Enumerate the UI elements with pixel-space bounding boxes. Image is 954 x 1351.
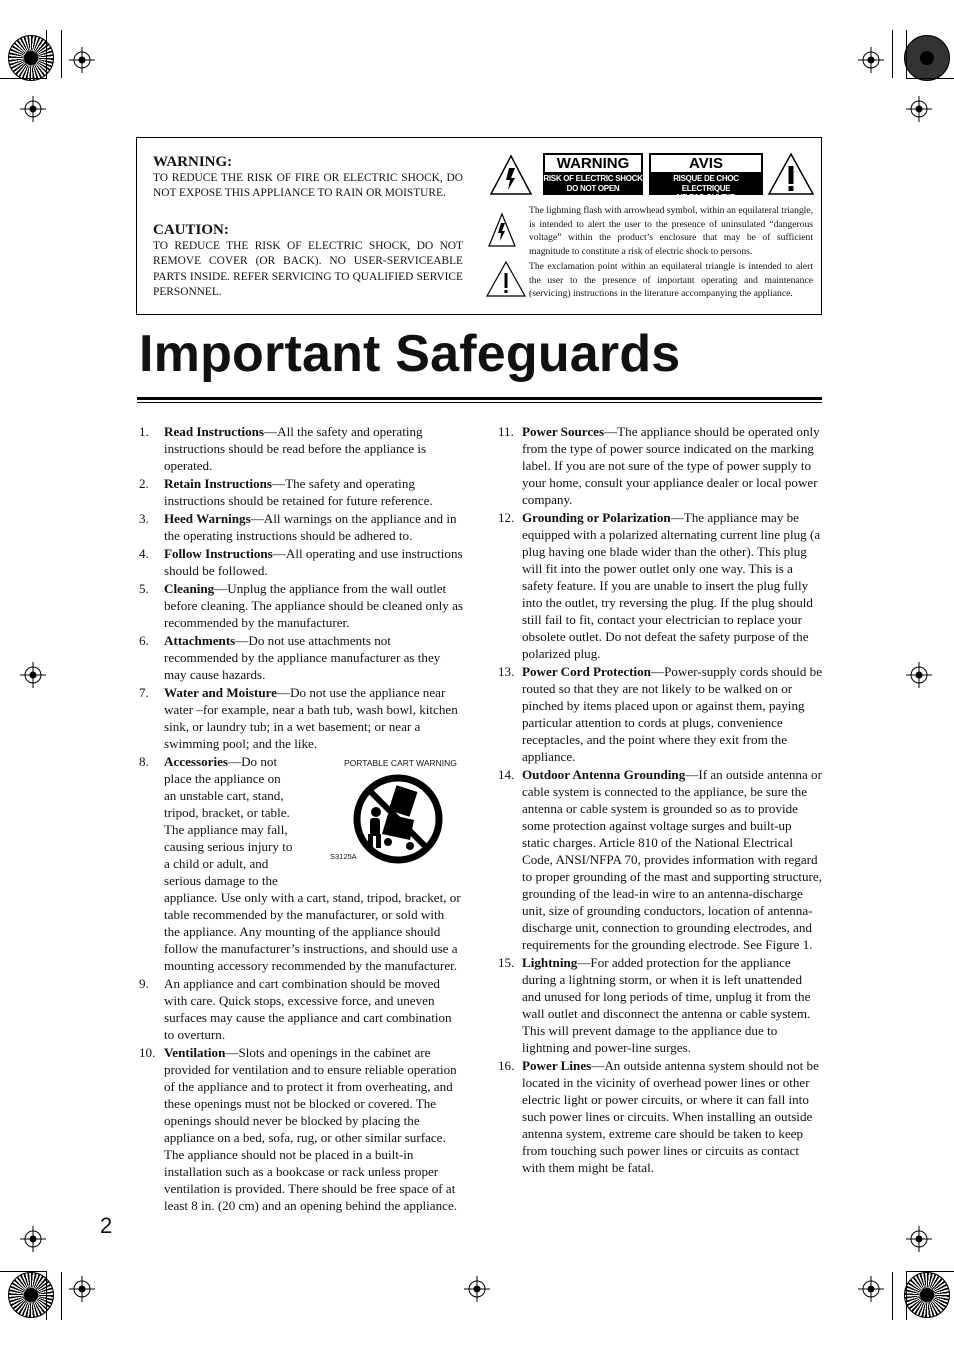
avis-label-title: AVIS bbox=[650, 154, 762, 173]
list-item: 7. Water and Moisture—Do not use the appliance near water –for example, near a bath tub, wash bowl, kitchen sink, or laundry tub; in a wet basement; or near a swimming pool; and the like. bbox=[139, 685, 458, 751]
cart-code: S3125A bbox=[330, 852, 357, 861]
registration-mark-icon bbox=[906, 96, 932, 122]
list-item: 9. An appliance and cart combination should be moved with care. Quick stops, excessive force, and uneven surfaces may cause the appliance and cart combination to overturn. bbox=[139, 976, 452, 1042]
cart-caption: PORTABLE CART WARNING bbox=[344, 758, 457, 768]
warning-label-title: WARNING bbox=[544, 154, 642, 173]
safeguards-right-column bbox=[498, 423, 822, 1177]
list-item: 13. Power Cord Protection—Power-supply cords should be routed so that they are not likely to be walked on or pinched by items placed upon or against them, paying particular attention to cords at plugs, convenience receptacles, and the point where they exit from the appliance. bbox=[498, 664, 822, 764]
list-item: 15. Lightning—For added protection for the appliance during a lightning storm, or when it is left unattended and unused for long periods of time, unplug it from the wall outlet and disconnect the antenna or cable system. This will prevent damage to the appliance due to lightning and power-line surges. bbox=[498, 955, 811, 1055]
portable-cart-warning bbox=[330, 756, 464, 868]
registration-mark-icon bbox=[858, 47, 884, 73]
list-item: 3. Heed Warnings—All warnings on the appliance and in the operating instructions should be adhered to. bbox=[139, 511, 457, 543]
registration-mark-icon bbox=[906, 662, 932, 688]
page-number: 2 bbox=[100, 1213, 113, 1238]
starburst-mark-top-left bbox=[8, 35, 54, 81]
registration-mark-icon bbox=[20, 662, 46, 688]
registration-mark-icon bbox=[20, 1226, 46, 1252]
registration-mark-icon bbox=[858, 1276, 884, 1302]
title-rule bbox=[137, 397, 822, 400]
caution-text: TO REDUCE THE RISK OF ELECTRIC SHOCK, DO NOT REMOVE COVER (OR BACK). NO USER-SERVICEABLE PARTS INSIDE. REFER SERVICING TO QUALIFIED SERVICE PERSONNEL. bbox=[153, 240, 463, 298]
exclamation-triangle-icon bbox=[485, 260, 527, 298]
exclamation-triangle-icon bbox=[767, 152, 815, 196]
list-item: 11. Power Sources—The appliance should be operated only from the type of power source indicated on the marking label. If you are not sure of the type of power supply to your home, consult your appliance dealer or local power company. bbox=[498, 424, 820, 507]
warning-label bbox=[543, 153, 643, 195]
list-item: 16. Power Lines—An outside antenna system should not be located in the vicinity of overhead power lines or other electric light or power circuits, or where it can fall into such power lines or circuits. When installing an outside antenna system, extreme care should be taken to keep from touching such power lines or circuits as contact with them might be fatal. bbox=[498, 1058, 819, 1175]
warning-section bbox=[153, 154, 463, 202]
starburst-mark-top-right bbox=[904, 35, 950, 81]
list-item: 1. Read Instructions—All the safety and operating instructions should be read before the appliance is operated. bbox=[139, 424, 427, 473]
cart-tipping-icon bbox=[352, 774, 444, 864]
lightning-triangle-icon bbox=[489, 154, 533, 196]
registration-mark-icon bbox=[20, 96, 46, 122]
warning-label-line1: RISK OF ELECTRIC SHOCK bbox=[543, 174, 643, 183]
list-item: 6. Attachments—Do not use attachments not recommended by the appliance manufacturer as they may cause hazards. bbox=[139, 633, 441, 682]
list-item: 10. Ventilation—Slots and openings in the cabinet are provided for ventilation and to ensure reliable operation of the appliance and to protect it from overheating, and these openings must not be blocked or covered. The openings should never be blocked by placing the appliance on a bed, sofa, rug, or other similar surface. The appliance should not be placed in a built-in installation such as a bookcase or rack unless proper ventilation is provided. There should be free space of at least 8 in. (20 cm) and an opening behind the appliance. bbox=[139, 1045, 458, 1213]
registration-mark-icon bbox=[69, 1276, 95, 1302]
registration-mark-icon bbox=[464, 1276, 490, 1302]
safety-warning-box bbox=[136, 137, 822, 315]
warning-label-line2: DO NOT OPEN bbox=[566, 183, 620, 193]
avis-label-line1: RISQUE DE CHOC ELECTRIQUE bbox=[673, 174, 739, 193]
lightning-triangle-icon bbox=[487, 212, 517, 248]
title-rule-thin bbox=[137, 402, 822, 403]
warning-title: WARNING: bbox=[153, 154, 233, 170]
list-item: 5. Cleaning—Unplug the appliance from the wall outlet before cleaning. The appliance should be cleaned only as recommended by the manufacturer. bbox=[139, 581, 463, 630]
registration-mark-icon bbox=[69, 47, 95, 73]
page-title: Important Safeguards bbox=[139, 325, 681, 383]
list-item: 14. Outdoor Antenna Grounding—If an outside antenna or cable system is connected to the appliance, be sure the antenna or cable system is grounded so as to provide some protection against voltage surges and built-up static charges. Article 810 of the National Electrical Code, ANSI/NFPA 70, provides information with regard to proper grounding of the mast and supporting structure, grounding of the lead-in wire to an antenna-discharge unit, size of grounding conductors, location of antenna-discharge unit, connection to grounding electrodes, and requirements for the grounding electrode. See Figure 1. bbox=[498, 767, 823, 952]
list-item: 12. Grounding or Polarization—The appliance may be equipped with a polarized alternating current line plug (a plug having one blade wider than the other). This plug will fit into the power outlet only one way. This is a safety feature. If you are unable to insert the plug fully into the outlet, try reversing the plug. If the plug should still fail to fit, contact your electrician to replace your obsolete outlet. Do not defeat the safety purpose of the polarized plug. bbox=[498, 510, 821, 661]
lightning-symbol-text: The lightning flash with arrowhead symbol, within an equilateral triangle, is intended to alert the user to the presence of uninsulated “dangerous voltage” within the product’s enclosure that may be of sufficient magnitude to constitute a risk of electric shock to persons. bbox=[529, 205, 813, 257]
registration-mark-icon bbox=[906, 1226, 932, 1252]
exclamation-symbol-text: The exclamation point within an equilateral triangle is intended to alert the user to the presence of important operating and maintenance (servicing) instructions in the literature accompanying the appliance. bbox=[529, 261, 813, 299]
caution-section bbox=[153, 222, 463, 300]
list-item: 4. Follow Instructions—All operating and use instructions should be followed. bbox=[139, 546, 463, 578]
caution-title: CAUTION: bbox=[153, 222, 229, 238]
list-item: 2. Retain Instructions—The safety and operating instructions should be retained for future reference. bbox=[139, 476, 433, 508]
starburst-mark-bottom-right bbox=[904, 1272, 950, 1318]
avis-label-line2: NE PAS OUVRIR bbox=[676, 193, 736, 202]
avis-label bbox=[649, 153, 763, 202]
list-item: 8. Accessories—Do not place the appliance on an unstable cart, stand, tripod, bracket, or table. The appliance may fall, causing serious injury to a child or adult, and serious damage to the appliance. Use only with a cart, stand, tripod, bracket, or table recommended by the manufacturer, or sold with the appliance. Any mounting of the appliance should follow the manufacturer’s instructions, and should use a mounting accessory recommended by the manufacturer. bbox=[139, 754, 461, 973]
warning-text: TO REDUCE THE RISK OF FIRE OR ELECTRIC SHOCK, DO NOT EXPOSE THIS APPLIANCE TO RAIN OR MOISTURE. bbox=[153, 172, 463, 200]
starburst-mark-bottom-left bbox=[8, 1272, 54, 1318]
